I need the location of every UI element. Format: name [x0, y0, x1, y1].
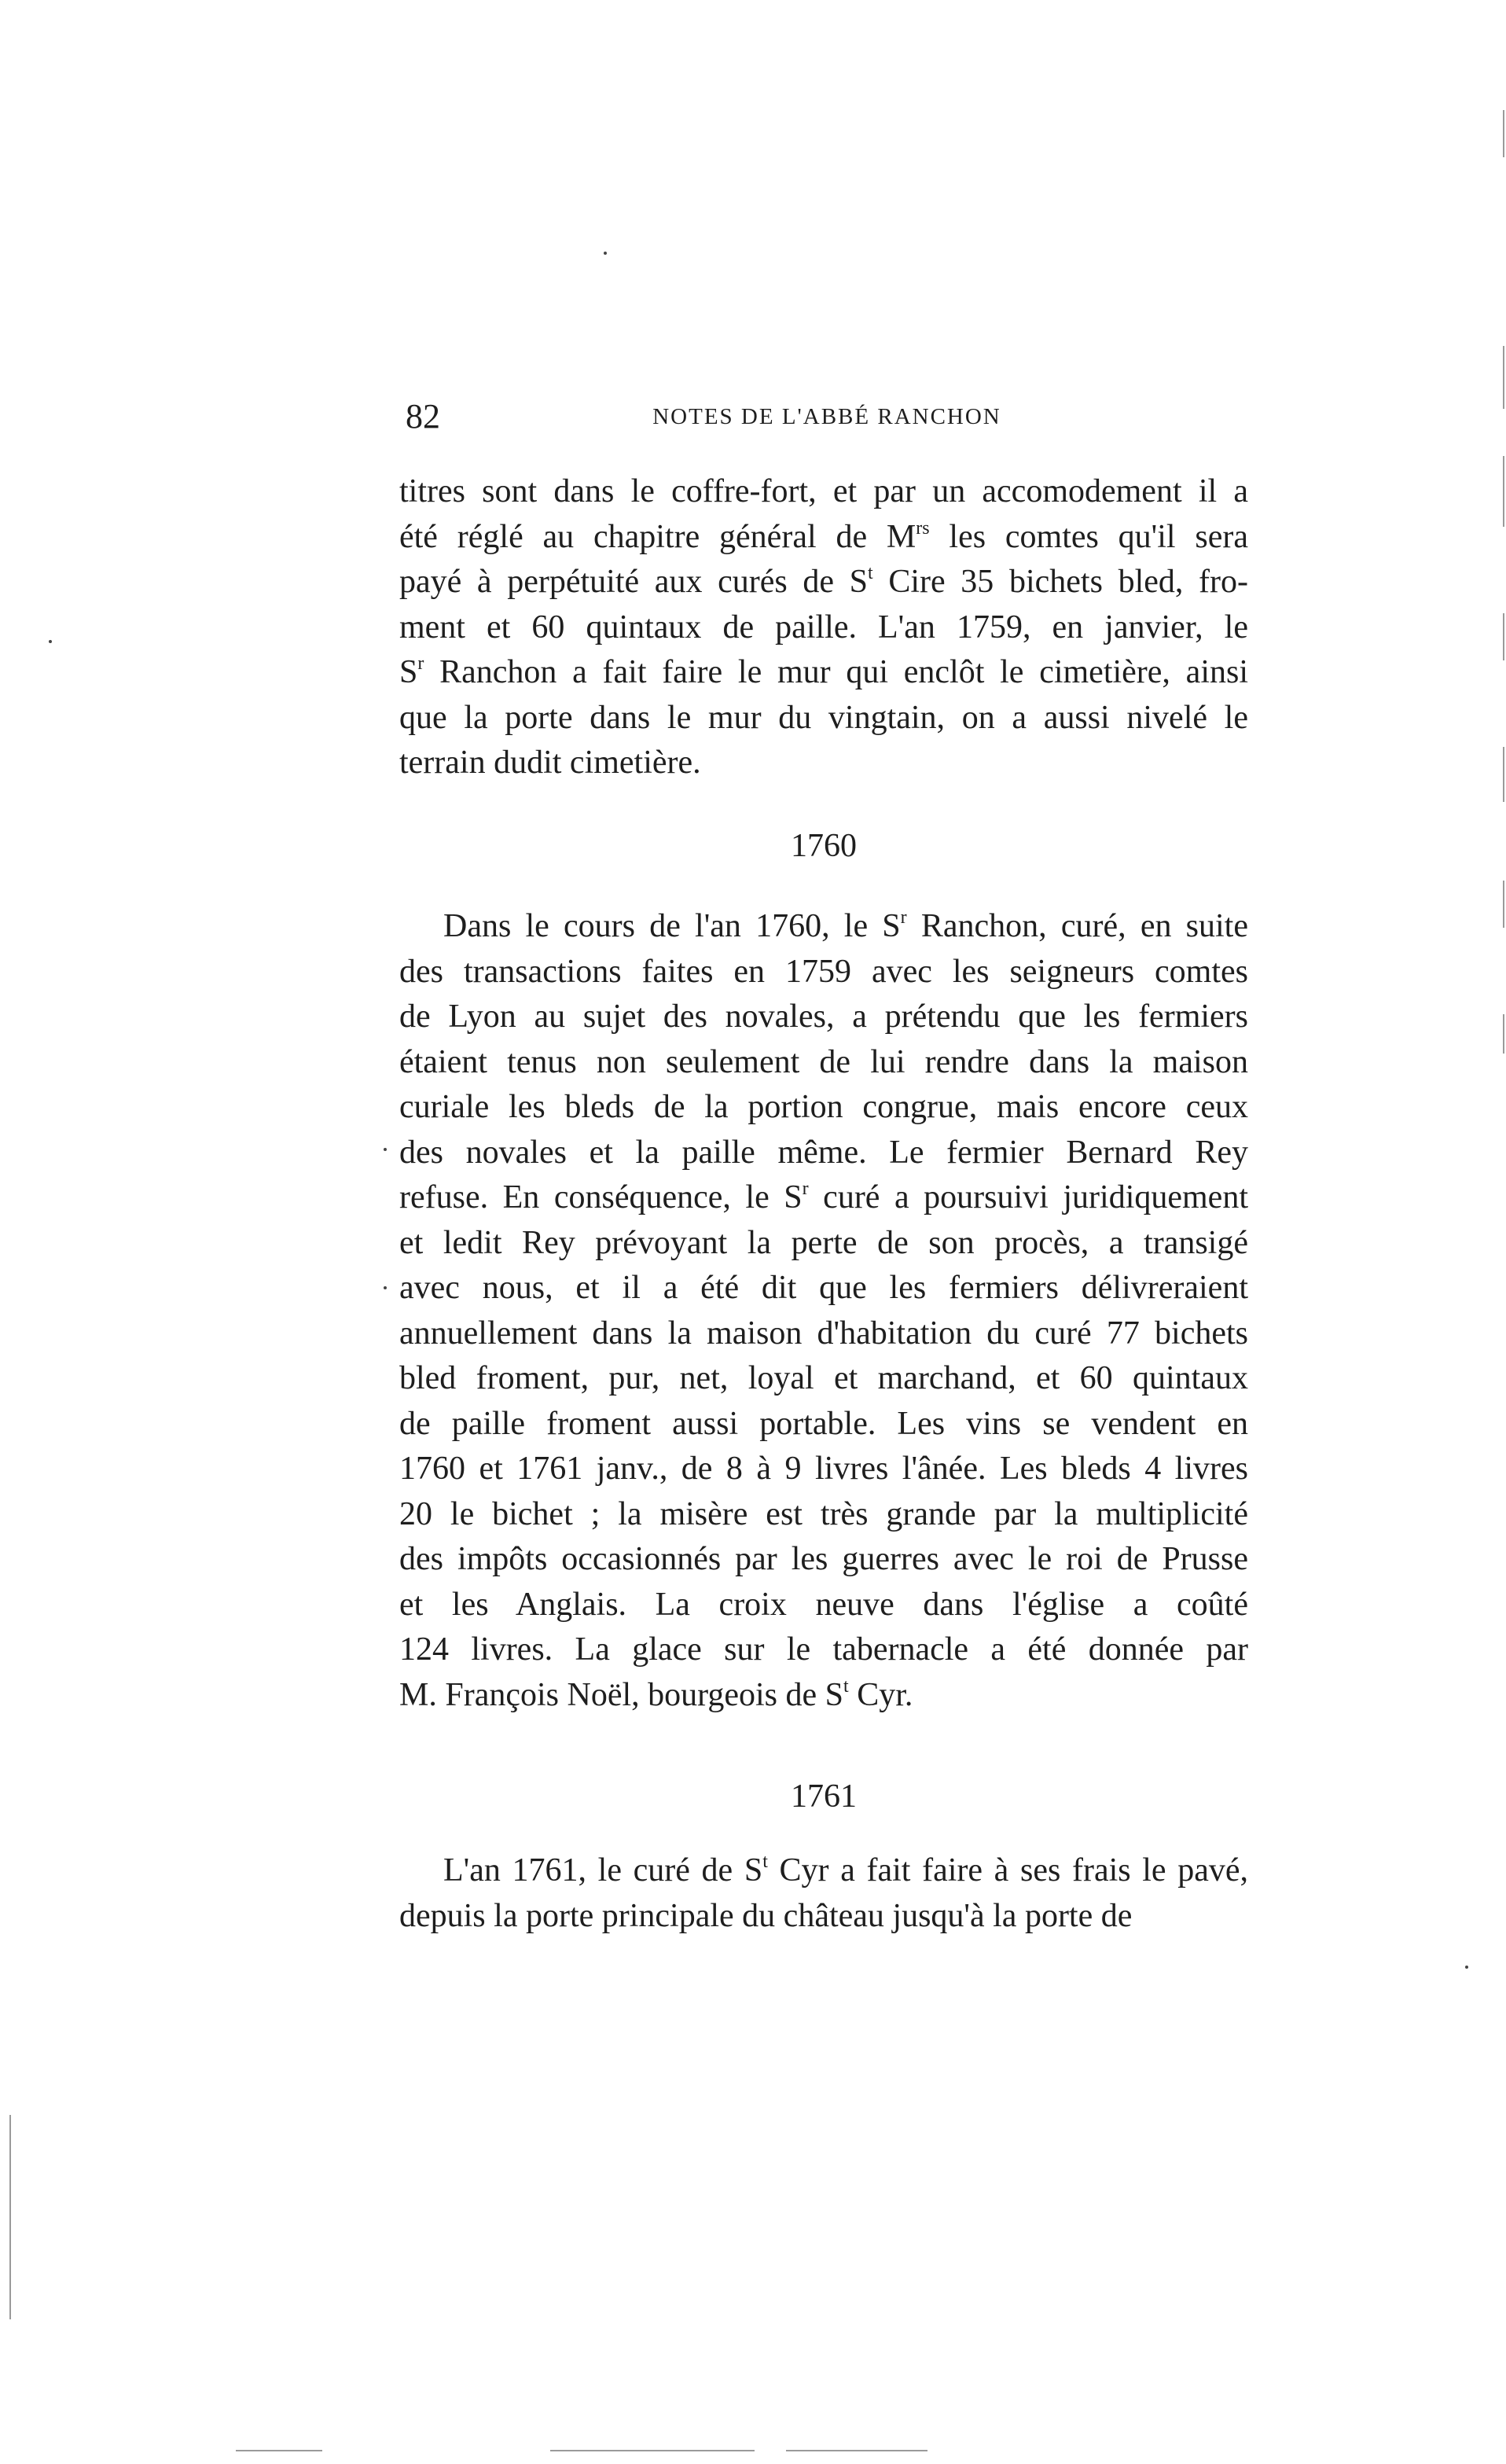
text-line: refuse. En conséquence, le $S^r$ curé a poursuivi juridiquement [399, 1179, 1248, 1215]
year-heading-1761: 1761 [791, 1778, 857, 1815]
scan-edge-mark [1503, 1014, 1504, 1054]
text-line: et les Anglais. La croix neuve dans l'église a coûté [399, 1586, 1248, 1623]
paragraph-continuation [399, 469, 1248, 786]
text-line: bled froment, pur, net, loyal et marchand, et 60 quintaux [399, 1360, 1248, 1396]
year-heading-1760: 1760 [791, 828, 857, 864]
running-title: NOTES DE L'ABBÉ RANCHON [652, 404, 1001, 429]
text-line: été réglé au chapitre général de $M^{rs}$ les comtes qu'il sera [399, 517, 1248, 555]
text-line: depuis la porte principale du château jusqu'à la porte de [399, 1897, 1133, 1934]
text-line: ment et 60 quintaux de paille. L'an 1759, en janvier, le [399, 609, 1248, 645]
text-line: M. François Noël, bourgeois de $S^t$ Cyr. [399, 1675, 913, 1713]
scan-edge-mark [1503, 110, 1504, 157]
paragraph-1760 [399, 904, 1248, 1718]
scan-edge-mark [1503, 747, 1504, 802]
scan-edge-mark [9, 2115, 11, 2319]
text-line: que la porte dans le mur du vingtain, on a aussi nivelé le [399, 699, 1248, 736]
text-line: 124 livres. La glace sur le tabernacle a été donnée par [399, 1631, 1248, 1668]
text-line: et ledit Rey prévoyant la perte de son procès, a transigé [399, 1224, 1248, 1261]
text-line: curiale les bleds de la portion congrue, mais encore ceux [399, 1089, 1248, 1125]
text-line: de Lyon au sujet des novales, a prétendu que les fermiers [399, 998, 1248, 1035]
text-line: de paille froment aussi portable. Les vins se vendent en [399, 1405, 1248, 1442]
scan-speck [49, 640, 52, 643]
scan-edge-mark [550, 2450, 755, 2451]
text-line: avec nous, et il a été dit que les fermiers délivreraient [399, 1270, 1248, 1306]
text-line: 1760 et 1761 janv., de 8 à 9 livres l'ânée. Les bleds 4 livres [399, 1451, 1248, 1487]
scan-speck [384, 1286, 387, 1289]
text-line: Dans le cours de l'an 1760, le $S^r$ Ranchon, curé, en suite [443, 907, 1248, 944]
text-line: des novales et la paille même. Le fermier Bernard Rey [399, 1134, 1248, 1171]
page-header [406, 393, 1248, 440]
paragraph-1761 [399, 1848, 1248, 1939]
page-number: 82 [406, 397, 440, 436]
text-line: terrain dudit cimetière. [399, 745, 701, 781]
text-line: étaient tenus non seulement de lui rendre dans la maison [399, 1043, 1248, 1080]
text-line: des impôts occasionnés par les guerres avec le roi de Prusse [399, 1541, 1248, 1577]
scan-speck [604, 252, 607, 255]
scan-edge-mark [1503, 346, 1504, 409]
text-line: payé à perpétuité aux curés de $S^t$ Cire 35 bichets bled, fro- [399, 563, 1248, 600]
text-line: annuellement dans la maison d'habitation du curé 77 bichets [399, 1315, 1248, 1352]
scan-speck [1465, 1966, 1468, 1969]
text-line: 20 le bichet ; la misère est très grande par la multiplicité [399, 1495, 1248, 1532]
text-line: titres sont dans le coffre-fort, et par un accomodement il a [399, 473, 1248, 509]
text-line: L'an 1761, le curé de $S^t$ Cyr a fait faire à ses frais le pavé, [443, 1852, 1248, 1888]
scan-edge-mark [1503, 613, 1504, 660]
scan-edge-mark [236, 2450, 322, 2451]
text-line: $S^r$ Ranchon a fait faire le mur qui enclôt le cimetière, ainsi [399, 653, 1248, 690]
scan-edge-mark [1503, 881, 1504, 928]
text-line: des transactions faites en 1759 avec les seigneurs comtes [399, 953, 1248, 990]
scan-edge-mark [786, 2450, 927, 2451]
scan-speck [384, 1148, 387, 1151]
scan-edge-mark [1503, 456, 1504, 527]
